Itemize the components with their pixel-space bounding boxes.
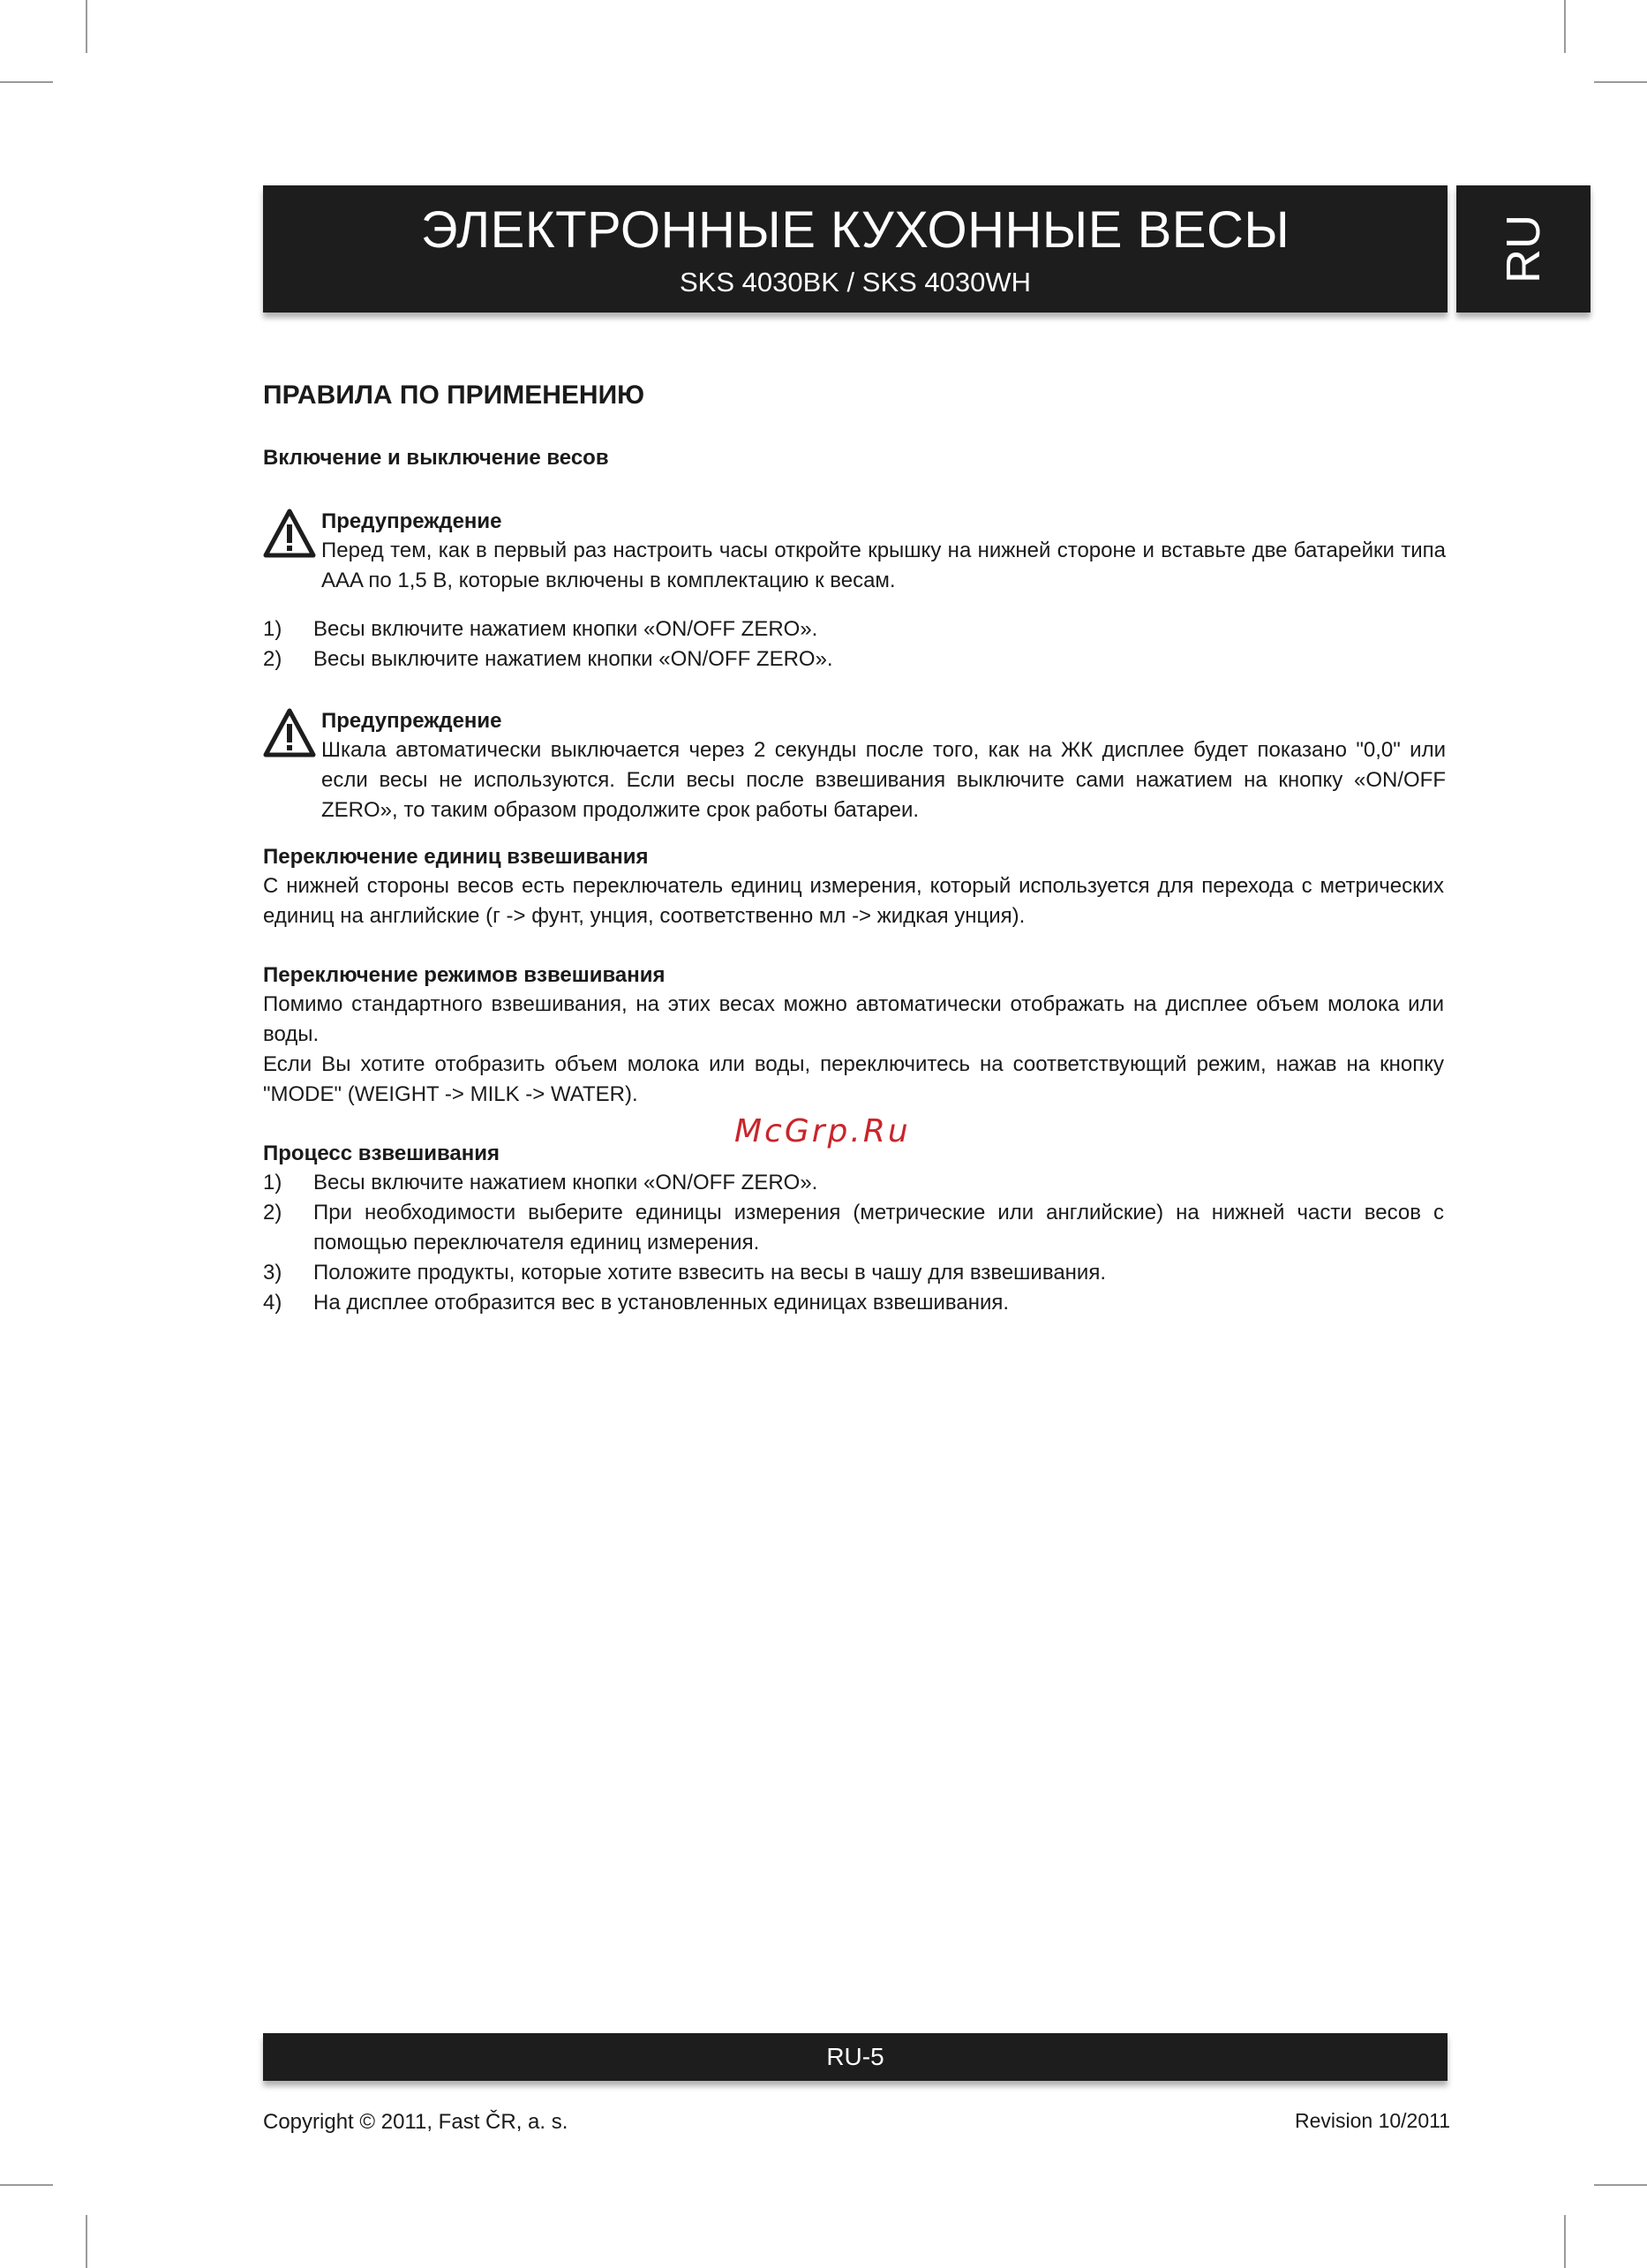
list-item xyxy=(263,1288,1444,1318)
onoff-heading: Включение и выключение весов xyxy=(263,446,609,470)
crop-mark xyxy=(1564,0,1566,53)
crop-mark xyxy=(1594,2184,1647,2186)
warning-title: Предупреждение xyxy=(321,509,502,533)
list-number: 1) xyxy=(263,1171,282,1194)
list-text: На дисплее отобразится вес в установленных единицах взвешивания. xyxy=(313,1291,1010,1315)
list-number: 1) xyxy=(263,617,282,641)
process-section xyxy=(263,1139,1444,1318)
list-number: 4) xyxy=(263,1291,282,1315)
language-code: RU xyxy=(1497,215,1550,283)
list-item xyxy=(263,1198,1444,1258)
onoff-steps xyxy=(263,614,1444,674)
revision: Revision 10/2011 xyxy=(1294,2109,1450,2132)
list-item xyxy=(263,614,1444,644)
warning-title: Предупреждение xyxy=(321,709,502,733)
copyright: Copyright © 2011, Fast ČR, a. s. xyxy=(263,2110,568,2134)
warning-block xyxy=(263,507,1446,596)
list-item xyxy=(263,1168,1444,1198)
crop-mark xyxy=(0,81,53,83)
modes-heading: Переключение режимов взвешивания xyxy=(263,963,666,987)
list-number: 2) xyxy=(263,647,282,671)
modes-text: Помимо стандартного взвешивания, на этих весах можно автоматически отображать на дисплее объем молока или воды. xyxy=(263,992,1444,1046)
model-number: SKS 4030BK / SKS 4030WH xyxy=(679,267,1032,298)
units-section xyxy=(263,842,1444,931)
list-text: Весы выключите нажатием кнопки «ON/OFF ZERO». xyxy=(313,647,833,671)
watermark: McGrp.Ru xyxy=(734,1113,911,1149)
modes-section xyxy=(263,961,1444,1110)
crop-mark xyxy=(1564,2215,1566,2268)
crop-mark xyxy=(1594,81,1647,83)
list-text: Положите продукты, которые хотите взвесить на весы в чашу для взвешивания. xyxy=(313,1261,1106,1285)
units-heading: Переключение единиц взвешивания xyxy=(263,845,649,869)
list-item xyxy=(263,1258,1444,1288)
process-heading: Процесс взвешивания xyxy=(263,1142,500,1165)
page-number: RU-5 xyxy=(826,2043,884,2070)
list-text: Весы включите нажатием кнопки «ON/OFF ZERO». xyxy=(313,617,818,641)
document-title: ЭЛЕКТРОННЫЕ КУХОННЫЕ ВЕСЫ xyxy=(420,201,1290,259)
modes-text: Если Вы хотите отобразить объем молока или воды, переключитесь на соответствующий режим, нажав на кнопку "MODE" (WEIGHT -> MILK -> WATER). xyxy=(263,1052,1444,1106)
warning-triangle-icon xyxy=(263,509,316,558)
list-text: Весы включите нажатием кнопки «ON/OFF ZERO». xyxy=(313,1171,818,1194)
crop-mark xyxy=(0,2184,53,2186)
warning-text: Шкала автоматически выключается через 2 секунды после того, как на ЖК дисплее будет показано "0,0" или если весы не используются. Если весы после взвешивания выключите сами нажатием на кнопку «ON/OFF ZERO», то таким образом продолжите срок работы батареи. xyxy=(321,738,1446,822)
crop-mark xyxy=(86,2215,87,2268)
section-title: ПРАВИЛА ПО ПРИМЕНЕНИЮ xyxy=(263,381,645,410)
list-item xyxy=(263,644,1444,674)
title-banner xyxy=(263,185,1448,313)
warning-text: Перед тем, как в первый раз настроить часы откройте крышку на нижней стороне и вставьте две батарейки типа AAA по 1,5 В, которые включены в комплектацию к весам. xyxy=(321,539,1446,592)
list-number: 2) xyxy=(263,1201,282,1224)
list-number: 3) xyxy=(263,1261,282,1285)
warning-triangle-icon xyxy=(263,708,316,757)
warning-block xyxy=(263,706,1446,825)
crop-mark xyxy=(86,0,87,53)
units-text: С нижней стороны весов есть переключатель единиц измерения, который используется для перехода с метрических единиц на английские (г -> фунт, унция, соответственно мл -> жидкая унция). xyxy=(263,874,1444,928)
page-number-bar xyxy=(263,2033,1448,2081)
language-tab xyxy=(1456,185,1591,313)
list-text: При необходимости выберите единицы измерения (метрические или английские) на нижней части весов с помощью переключателя единиц измерения. xyxy=(313,1201,1444,1255)
